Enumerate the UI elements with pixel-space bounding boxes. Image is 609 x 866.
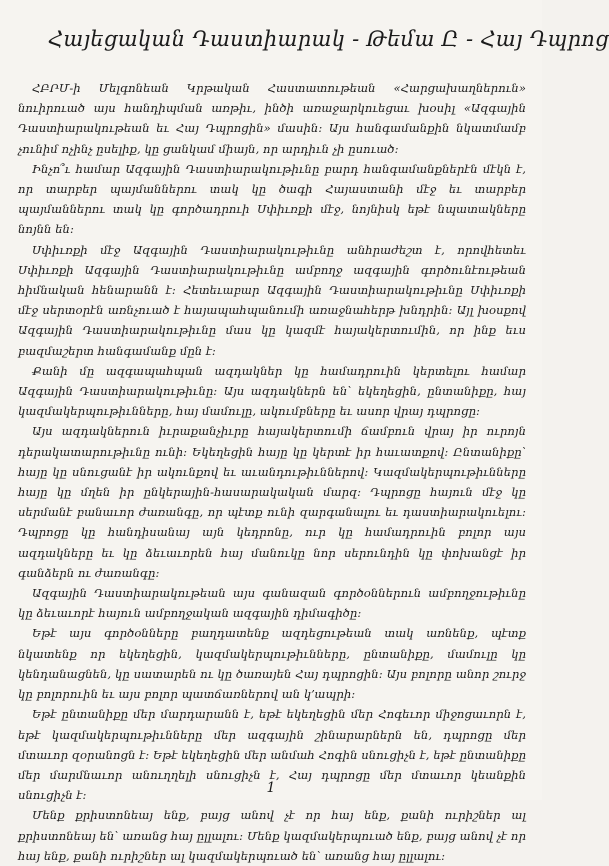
page-number: 1 (266, 780, 276, 796)
paragraph: Ազգային Դաստիարակութեան այս գանազան գործօններուն ամբողջութիւնը կը ձեւաւորէ հայուն ամբողջական ազգային դիմագիծը: (18, 586, 526, 621)
document-body (18, 78, 526, 866)
paragraph: Այս ազդակներուն իւրաքանչիւրը հայակերտումի ճամբուն վրայ իր ուրոյն դերակատարութիւնը ունի: Եկեղեցին հայը կը կերտէ իր հաւատքով: Ընտանիքը՝ հայը կը սնուցանէ իր ակունքով եւ աւանդութիւններով: Կազմակերպութիւնները հայը կը մղեն իր ընկերային-հասարակական մարզ: Դպրոցը հայուն մէջ կը սերմանէ բանաւոր ժառանգը, որ պէտք ունի զարգանալու եւ դաստիարակուելու: Դպրոցը կը հանդիսանայ այն կեդրոնը, ուր կը համադրուին բոլոր այս ազդակները եւ կը ձեւաւորեն հայ մանուկը նոր սերունդին կը փոխանցէ իր գանձերն ու ժառանգը: (18, 424, 526, 580)
paragraph: Քանի մը ազգապահպան ազդակներ կը համադրուին կերտելու համար Ազգային Դաստիարակութիւնը: Այս ազդակներն են՝ եկեղեցին, ընտանիքը, հայ կազմակերպութիւնները, հայ մամուլը, ակումբները եւ ասոր վրայ դպրոցը: (18, 363, 526, 419)
document-title: Հայեցական Դաստիարակ - Թեմա Ը - Հայ Դպրոց (48, 27, 609, 51)
paragraph: Ինչո՞ւ համար Ազգային Դաստիարակութիւնը բարդ հանգամանքներէն մէկն է, որ տարբեր պայմաններու տակ կը ծագի Հայաստանի մէջ եւ տարբեր պայմաններու տակ կը գործադրուի Սփիւռքի մէջ, նոյնիսկ եթէ նպատակները նոյնն են: (18, 161, 526, 237)
paragraph: Եթէ այս գործօնները բաղդատենք ազդեցութեան տակ առնենք, պէտք նկատենք որ եկեղեցին, կազմակերպութիւնները, ընտանիքը, մամուլը կը կենդանացնեն, կը սատարեն ու կը ծառայեն Հայ դպրոցին: Այս բոլորը անոր շուրջ կը բոլորուին եւ այս բոլոր պատճառներով ան կ՚ապրի: (18, 626, 526, 702)
paragraph: Մենք քրիստոնեայ ենք, բայց անով չէ որ հայ ենք, քանի ուրիշներ ալ քրիստոնեայ են՝ առանց հայ ըլլալու: Մենք կազմակերպուած ենք, բայց անով չէ որ հայ ենք, քանի ուրիշներ ալ կազմակերպուած են՝ առանց հայ ըլլալու: (18, 808, 526, 863)
paragraph: Եթէ ընտանիքը մեր մարդարանն է, եթէ եկեղեցին մեր Հոգեւոր միջոցաւորն է, եթէ կազմակերպութիւնները մեր ազգային շինարարներն են, դպրոցը մեր մտաւոր զօրանոցն է: Եթէ եկեղեցին մեր անմահ Հոգին սնուցիչն է, եթէ ընտանիքը մեր մարմնաւոր անուղղելի սնուցիչն է, Հայ դպրոցը մեր մտաւոր կեանքին սնուցիչն է: (18, 707, 526, 803)
paragraph: Սփիւռքի մէջ Ազգային Դաստիարակութիւնը անհրաժեշտ է, որովհետեւ Սփիւռքի Ազգային Դաստիարակութիւնը ամբողջ ազգային գործունէութեան հիմնական հենարանն է: Հետեւաբար Ազգային Դաստիարակութիւնը Սփիւռքի մէջ սերտօրէն առնչուած է հայապահպանումի առաջնահերթ խնդրին: Այլ խօսքով Ազգային Դաստիարակութիւնը մաս կը կազմէ հայակերտումին, որ ինք եւս բազմաշերտ հանգամանք մըն է: (18, 242, 526, 358)
paragraph: ՀԲՐՄ-ի Մելգոնեան Կրթական Հաստատութեան «Հարցախաղներուն» նուիրուած այս հանդիպման առթիւ, ինծի առաջարկուեցաւ խօսիլ «Ազգային Դաստիարակութեան եւ Հայ Դպրոցին» մասին: Այս հանգամանքին նկատմամբ չունիմ ոչինչ ըսելիք, կը ցանկամ միայն, որ արդիւն չի ըսուած: (18, 81, 526, 156)
